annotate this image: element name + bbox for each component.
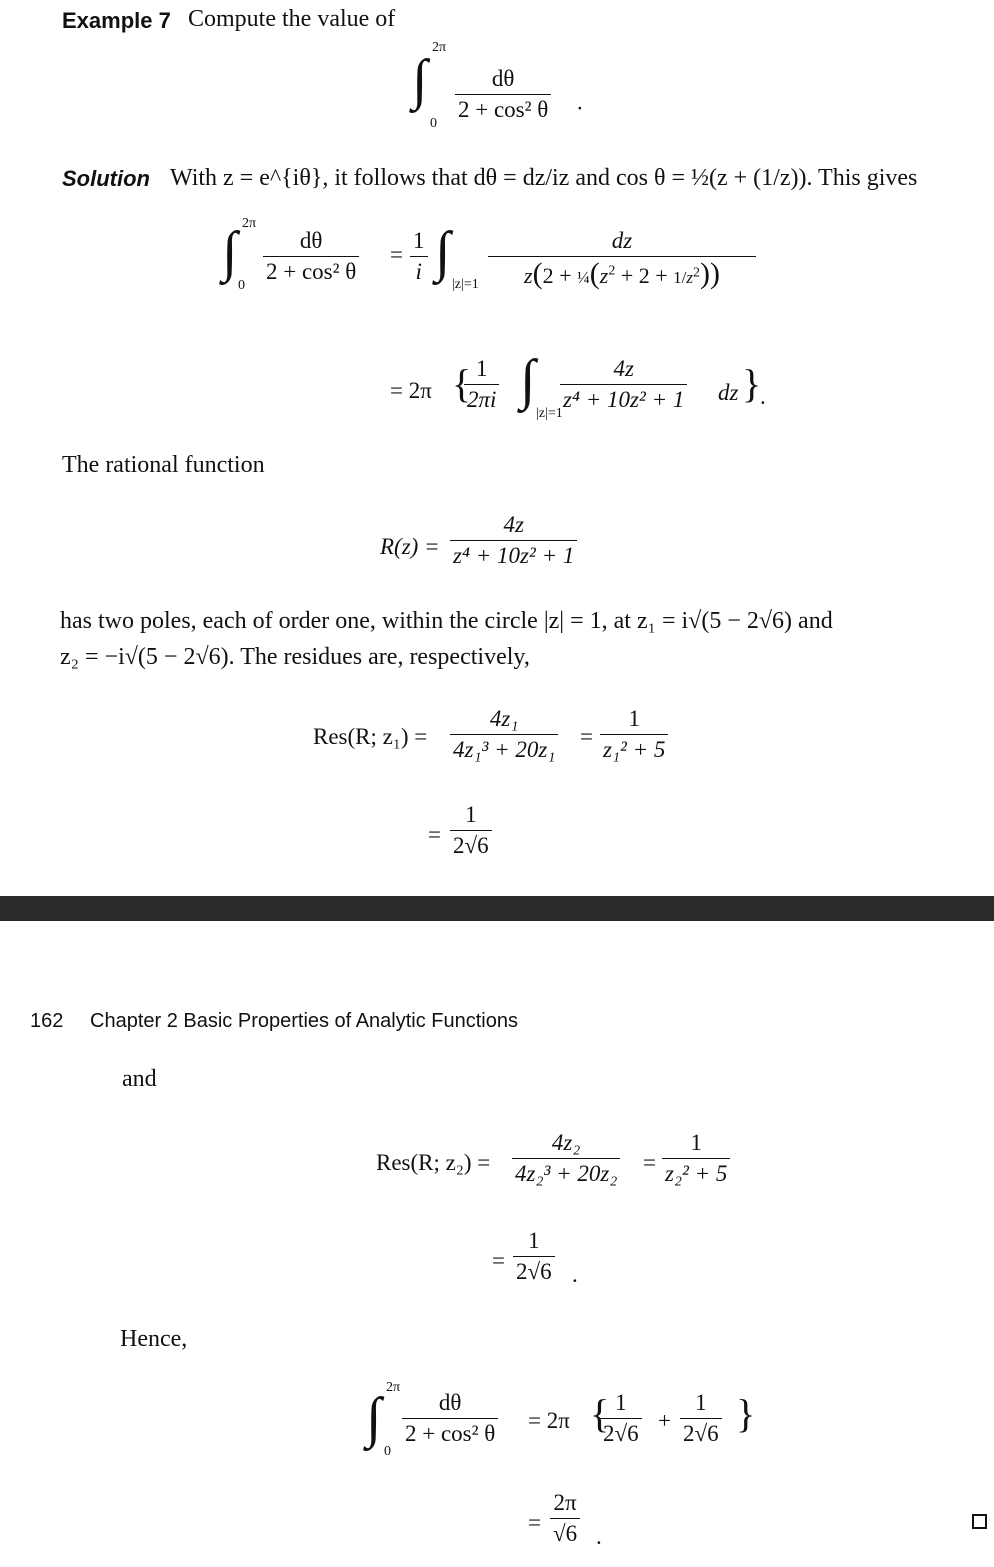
example-label: Example 7 [62,8,171,33]
big-denominator-fraction: dz $z(2 + \frac{1}{4}(z^2 + 2 + 1/z^2))$ [488,228,756,291]
poles-line-1: has two poles, each of order one, within the circle |z| = 1, at z₁ = i√(5 − 2√6) and [60,608,833,634]
running-head: Chapter 2 Basic Properties of Analytic Functions [90,1010,518,1032]
lower-limit: 0 [430,116,437,131]
example-text: Compute the value of [188,6,396,32]
end-of-proof-square [972,1514,987,1529]
rational-text: The rational function [62,452,265,478]
and-text: and [122,1066,157,1092]
page-break-band [0,896,994,921]
integral-sign: ∫ [412,49,428,111]
solution-text: With z = e^{iθ}, it follows that dθ = dz/iz and cos θ = ½(z + (1/z)). This gives [170,165,918,191]
integrand-fraction: dθ 2 + cos² θ [455,66,551,123]
upper-limit: 2π [432,40,447,55]
page-number: 162 [30,1010,64,1032]
solution-label: Solution [62,166,150,191]
poles-line-2: z₂ = −i√(5 − 2√6). The residues are, respectively, [60,644,530,670]
hence-text: Hence, [120,1326,188,1352]
